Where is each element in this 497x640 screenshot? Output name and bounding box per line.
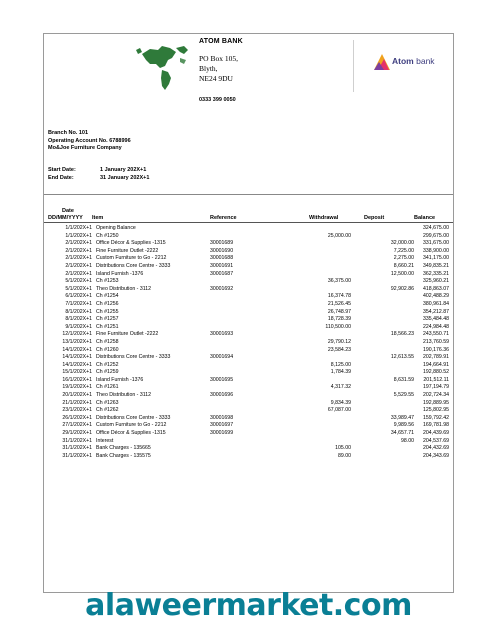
row-balance: 204,439.69 — [423, 430, 449, 437]
row-date: 20/1/202X+1 — [62, 392, 92, 399]
header-item: Item — [92, 215, 104, 221]
row-withdrawal: 21,526.45 — [327, 300, 351, 307]
table-row — [44, 430, 453, 438]
bank-name: ATOM BANK — [199, 38, 243, 45]
row-balance: 192,889.95 — [423, 399, 449, 406]
row-date: 2/1/202X+1 — [65, 262, 92, 269]
row-reference: 30001692 — [210, 285, 234, 292]
row-deposit: 34,657.71 — [390, 430, 414, 437]
end-date-value: 31 January 202X+1 — [100, 174, 150, 181]
section-divider — [44, 194, 453, 195]
row-reference: 30001698 — [210, 414, 234, 421]
row-reference: 30001690 — [210, 247, 234, 254]
row-date: 8/1/202X+1 — [65, 308, 92, 315]
table-row — [44, 384, 453, 392]
row-item: Ch #1258 — [96, 338, 119, 345]
row-balance: 299,675.00 — [423, 232, 449, 239]
table-row — [44, 377, 453, 385]
row-balance: 169,781.98 — [423, 422, 449, 429]
row-reference: 30001699 — [210, 430, 234, 437]
table-row — [44, 324, 453, 332]
table-row — [44, 309, 453, 317]
row-balance: 380,961.84 — [423, 300, 449, 307]
row-balance: 324,675.00 — [423, 225, 449, 231]
row-date: 1/1/202X+1 — [65, 225, 92, 231]
table-row — [44, 331, 453, 339]
table-row — [44, 225, 453, 233]
row-deposit: 18,566.23 — [390, 331, 414, 338]
row-item: Ch #1252 — [96, 361, 119, 368]
table-row — [44, 278, 453, 286]
row-item: Ch #1251 — [96, 323, 119, 330]
row-date: 1/1/202X+1 — [65, 232, 92, 239]
row-date: 5/1/202X+1 — [65, 278, 92, 285]
row-balance: 354,212.87 — [423, 308, 449, 315]
row-date: 7/1/202X+1 — [65, 300, 92, 307]
row-date: 13/1/202X+1 — [62, 338, 92, 345]
row-balance: 338,900.00 — [423, 247, 449, 254]
row-item: Opening Balance — [96, 225, 136, 231]
table-row — [44, 453, 453, 461]
end-date-label: End Date: — [48, 174, 74, 181]
row-date: 14/1/202X+1 — [62, 361, 92, 368]
row-date: 12/1/202X+1 — [62, 331, 92, 338]
row-reference: 30001688 — [210, 255, 234, 262]
row-date: 31/1/202X+1 — [62, 452, 92, 459]
start-date-label: Start Date: — [48, 167, 76, 173]
row-date: 5/1/202X+1 — [65, 285, 92, 292]
row-date: 29/1/202X+1 — [62, 430, 92, 437]
row-date: 31/1/202X+1 — [62, 445, 92, 452]
row-withdrawal: 36,375.00 — [327, 278, 351, 285]
row-reference: 30001696 — [210, 392, 234, 399]
row-withdrawal: 29,790.12 — [327, 338, 351, 345]
row-date: 8/1/202X+1 — [65, 316, 92, 323]
row-item: Ch #1259 — [96, 369, 119, 376]
header-date-format: DD/MM/YYYY — [48, 215, 83, 221]
bank-phone: 0333 399 0050 — [199, 97, 236, 103]
row-deposit: 98.00 — [401, 437, 414, 444]
row-item: Custom Furniture to Go - 2212 — [96, 255, 167, 262]
operating-account-number: Operating Account No. 6788996 — [48, 137, 131, 144]
row-balance: 204,343.69 — [423, 452, 449, 459]
row-date: 9/1/202X+1 — [65, 323, 92, 330]
table-row — [44, 347, 453, 355]
row-withdrawal: 1,784.39 — [330, 369, 351, 376]
table-row — [44, 255, 453, 263]
header-deposit: Deposit — [364, 215, 385, 221]
row-balance: 204,537.69 — [423, 437, 449, 444]
row-deposit: 8,631.59 — [393, 376, 414, 383]
logo-text-main: Atom — [392, 56, 414, 66]
account-holder: Mo&Joe Furniture Company — [48, 145, 122, 151]
row-withdrawal: 110,500.00 — [325, 323, 351, 330]
end-date-row — [48, 175, 149, 183]
row-balance: 201,512.11 — [423, 376, 449, 383]
row-date: 2/1/202X+1 — [65, 247, 92, 254]
row-withdrawal: 16,374.78 — [327, 293, 351, 300]
row-item: Custom Furniture to Go - 2212 — [96, 422, 167, 429]
world-map-logo — [132, 40, 196, 94]
row-balance: 192,880.52 — [423, 369, 449, 376]
row-balance: 204,432.69 — [423, 445, 449, 452]
row-item: Interest — [96, 437, 114, 444]
row-date: 2/1/202X+1 — [65, 240, 92, 247]
table-row — [44, 271, 453, 279]
row-deposit: 9,989.56 — [393, 422, 414, 429]
row-balance: 202,789.91 — [423, 354, 449, 361]
row-date: 19/1/202X+1 — [62, 384, 92, 391]
table-row — [44, 263, 453, 271]
row-deposit: 8,660.21 — [393, 262, 414, 269]
table-row — [44, 438, 453, 446]
row-withdrawal: 23,584.23 — [327, 346, 351, 353]
row-date: 27/1/202X+1 — [62, 422, 92, 429]
row-item: Bank Charges - 135575 — [96, 452, 151, 459]
row-date: 31/1/202X+1 — [62, 437, 92, 444]
table-row — [44, 415, 453, 423]
row-date: 6/1/202X+1 — [65, 293, 92, 300]
row-item: Ch #1262 — [96, 407, 119, 414]
logo-text-suffix: bank — [416, 56, 435, 66]
row-item: Ch #1250 — [96, 232, 119, 239]
row-date: 26/1/202X+1 — [62, 414, 92, 421]
atom-bank-logo-text — [392, 56, 435, 66]
row-item: Distributions Core Centre - 3333 — [96, 262, 171, 269]
header-balance: Balance — [414, 215, 436, 221]
row-item: Theo Distribution - 3112 — [96, 392, 151, 399]
row-item: Theo Distribution - 3112 — [96, 285, 151, 292]
row-item: Distributions Core Centre - 3333 — [96, 354, 171, 361]
row-item: Ch #1261 — [96, 384, 119, 391]
row-withdrawal: 4,317.32 — [330, 384, 351, 391]
row-balance: 341,175.00 — [423, 255, 449, 262]
row-reference: 30001689 — [210, 240, 234, 247]
table-row — [44, 240, 453, 248]
row-date: 15/1/202X+1 — [62, 369, 92, 376]
table-row — [44, 445, 453, 453]
row-date: 2/1/202X+1 — [65, 255, 92, 262]
row-balance: 197,194.79 — [423, 384, 449, 391]
row-balance: 325,960.21 — [423, 278, 449, 285]
row-balance: 362,335.21 — [423, 270, 449, 277]
row-deposit: 12,500.00 — [390, 270, 414, 277]
row-deposit: 33,989.47 — [390, 414, 414, 421]
table-row — [44, 339, 453, 347]
header-reference: Reference — [210, 215, 237, 221]
row-date: 14/1/202X+1 — [62, 346, 92, 353]
row-balance: 418,863.07 — [423, 285, 449, 292]
table-row — [44, 301, 453, 309]
bank-address — [199, 54, 238, 84]
row-withdrawal: 18,728.39 — [327, 316, 351, 323]
table-row — [44, 293, 453, 301]
row-reference: 30001694 — [210, 354, 234, 361]
row-reference: 30001697 — [210, 422, 234, 429]
start-date-value: 1 January 202X+1 — [100, 167, 147, 173]
row-balance: 224,984.48 — [423, 323, 449, 330]
row-date: 21/1/202X+1 — [62, 399, 92, 406]
table-row — [44, 316, 453, 324]
row-reference: 30001687 — [210, 270, 234, 277]
row-deposit: 32,000.00 — [390, 240, 414, 247]
row-balance: 159,792.42 — [423, 414, 449, 421]
row-item: Bank Charges - 135665 — [96, 445, 151, 452]
row-balance: 402,488.29 — [423, 293, 449, 300]
start-date-row — [48, 167, 149, 175]
row-balance: 349,835.21 — [423, 262, 449, 269]
row-balance: 213,760.59 — [423, 338, 449, 345]
row-deposit: 92,902.86 — [390, 285, 414, 292]
row-item: Island Furnish -1376 — [96, 270, 144, 277]
row-date: 16/1/202X+1 — [62, 376, 92, 383]
header-date-top: Date — [62, 208, 74, 214]
row-reference: 30001695 — [210, 376, 234, 383]
row-balance: 335,484.48 — [423, 316, 449, 323]
table-row — [44, 286, 453, 294]
statement-period — [48, 167, 149, 182]
header-withdrawal: Withdrawal — [309, 215, 339, 221]
table-row — [44, 392, 453, 400]
table-row — [44, 362, 453, 370]
table-header — [44, 209, 453, 223]
table-row — [44, 422, 453, 430]
transaction-rows — [44, 225, 453, 460]
row-balance: 125,802.95 — [423, 407, 449, 414]
row-withdrawal: 105.00 — [335, 445, 351, 452]
row-withdrawal: 67,087.00 — [327, 407, 351, 414]
table-row — [44, 407, 453, 415]
branch-number: Branch No. 101 — [48, 130, 89, 136]
row-item: Office Décor & Supplies -1315 — [96, 430, 166, 437]
row-reference: 30001691 — [210, 262, 234, 269]
watermark-text: alaweermarket.com — [85, 588, 412, 623]
row-item: Ch #1263 — [96, 399, 119, 406]
row-item: Ch #1256 — [96, 300, 119, 307]
row-item: Fine Furniture Outlet -2222 — [96, 247, 159, 254]
row-item: Fine Furniture Outlet -2222 — [96, 331, 159, 338]
address-line-1: PO Box 105, — [199, 54, 238, 63]
row-item: Ch #1257 — [96, 316, 119, 323]
row-withdrawal: 8,125.00 — [330, 361, 351, 368]
row-item: Island Furnish -1376 — [96, 376, 144, 383]
row-withdrawal: 89.00 — [338, 452, 351, 459]
row-balance: 190,176.36 — [423, 346, 449, 353]
row-withdrawal: 25,000.00 — [327, 232, 351, 239]
row-item: Ch #1260 — [96, 346, 119, 353]
account-info — [48, 130, 131, 153]
row-balance: 202,724.34 — [423, 392, 449, 399]
table-row — [44, 400, 453, 408]
row-balance: 331,675.00 — [423, 240, 449, 247]
header-divider — [353, 40, 354, 92]
row-deposit: 2,275.00 — [393, 255, 414, 262]
row-date: 14/1/202X+1 — [62, 354, 92, 361]
row-reference: 30001693 — [210, 331, 234, 338]
row-deposit: 7,225.00 — [393, 247, 414, 254]
address-line-3: NE24 9DU — [199, 74, 233, 83]
row-item: Ch #1253 — [96, 278, 119, 285]
table-row — [44, 354, 453, 362]
row-item: Ch #1255 — [96, 308, 119, 315]
row-deposit: 5,529.55 — [393, 392, 414, 399]
row-balance: 194,664.91 — [423, 361, 449, 368]
bank-statement-page — [43, 33, 454, 593]
row-deposit: 12,613.55 — [390, 354, 414, 361]
table-row — [44, 248, 453, 256]
row-date: 23/1/202X+1 — [62, 407, 92, 414]
table-row — [44, 233, 453, 241]
row-item: Office Décor & Supplies -1315 — [96, 240, 166, 247]
row-item: Distributions Core Centre - 3333 — [96, 414, 171, 421]
address-line-2: Blyth, — [199, 64, 218, 73]
row-withdrawal: 26,748.97 — [327, 308, 351, 315]
table-row — [44, 369, 453, 377]
row-item: Ch #1254 — [96, 293, 119, 300]
row-balance: 243,550.71 — [423, 331, 449, 338]
row-date: 2/1/202X+1 — [65, 270, 92, 277]
row-withdrawal: 9,834.39 — [330, 399, 351, 406]
